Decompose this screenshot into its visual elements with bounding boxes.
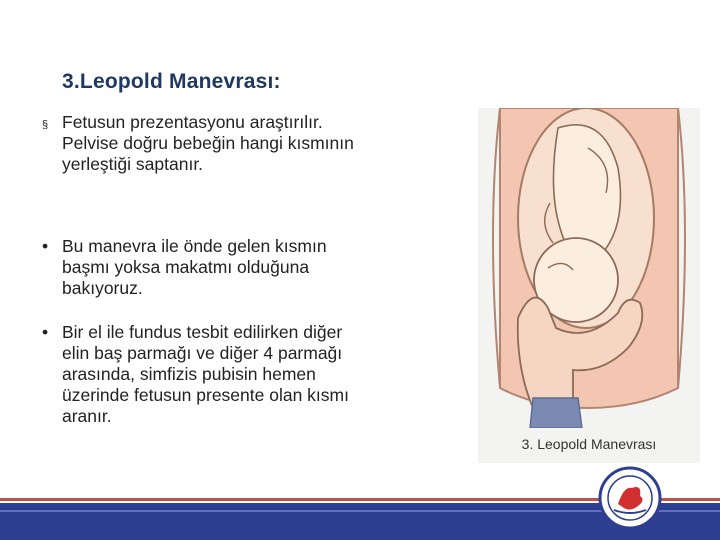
bullet-marker: • [42, 236, 49, 256]
paragraph-text: Bu manevra ile önde gelen kısmın başmı yoksa makatmı olduğuna bakıyoruz. [62, 236, 327, 298]
paragraph-3 [42, 322, 442, 427]
bullet-marker: § [42, 119, 49, 131]
figure-caption: 3. Leopold Manevrası [521, 436, 657, 452]
slide-title: 3.Leopold Manevrası: [62, 70, 281, 93]
paragraph-text: Fetusun prezentasyonu araştırılır. Pelvise doğru bebeğin hangi kısmının yerleştiği saptanır. [62, 112, 354, 174]
paragraph-1 [42, 112, 442, 175]
bullet-marker: • [42, 322, 49, 342]
leopold-illustration [478, 108, 700, 463]
paragraph-2 [42, 236, 442, 299]
university-seal-icon [598, 466, 662, 530]
paragraph-text: Bir el ile fundus tesbit edilirken diğer elin baş parmağı ve diğer 4 parmağı arasında, simfizis pubisin hemen üzerinde fetusun presente olan kısmı aranır. [62, 322, 349, 426]
illustration-drawing [478, 108, 700, 428]
